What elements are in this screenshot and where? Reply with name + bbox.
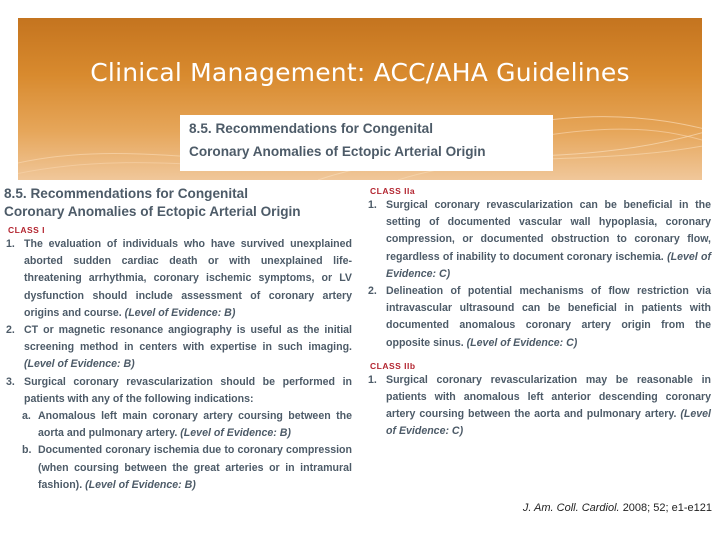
class-i-label: CLASS I	[8, 225, 46, 235]
heading-line-1: 8.5. Recommendations for Congenital	[189, 121, 433, 136]
level-of-evidence: (Level of Evidence: B)	[180, 427, 291, 440]
class-iia-label: CLASS IIa	[370, 186, 416, 196]
class-i-item-1	[6, 236, 352, 322]
item-text: Surgical coronary revascularization may be reasonable in patients with anomalous left anterior descending coronary artery coursing between the aorta and pulmonary artery.	[386, 373, 711, 421]
item-text: Surgical coronary revascularization should be performed in patients with any of the following indications:	[24, 375, 352, 405]
item-text: Surgical coronary revascularization can be beneficial in the setting of documented vascular wall hypoplasia, coronary compression, or documented obstruction to coronary flow, regardless of inability to document coronary ischemia.	[386, 199, 711, 263]
level-of-evidence: (Level of Evidence: C)	[386, 408, 711, 438]
citation-details: 2008; 52; e1-e121	[622, 502, 712, 514]
item-number: 1.	[368, 373, 377, 386]
item-number: 2.	[368, 285, 377, 298]
subitem-letter: b.	[22, 444, 32, 457]
item-number: 2.	[6, 324, 15, 337]
item-number: 1.	[368, 199, 377, 211]
class-i-subitem-a	[22, 408, 352, 442]
level-of-evidence: (Level of Evidence: C)	[386, 250, 712, 280]
item-text: Delineation of potential mechanisms of flow restriction via intravascular ultrasound can be beneficial in patients with documented anomalous coronary artery origin from the opposite sinus.	[386, 285, 711, 349]
item-text: The evaluation of individuals who have survived unexplained aborted sudden cardiac death or with unexplained life-threatening arrhythmia, coronary ischemic symptoms, or LV dysfunction should include assessment of coronary artery origins and course.	[24, 238, 352, 319]
item-number: 3.	[6, 375, 15, 388]
slide-title: Clinical Management: ACC/AHA Guidelines	[90, 58, 630, 87]
heading-line-2: Coronary Anomalies of Ectopic Arterial Origin	[189, 144, 486, 159]
class-i-item-2	[6, 322, 352, 374]
item-text: CT or magnetic resonance angiography is useful as the initial screening method in centers with expertise in such imaging.	[24, 324, 352, 354]
citation-journal: J. Am. Coll. Cardiol.	[522, 502, 620, 514]
class-iib-label: CLASS IIb	[370, 360, 416, 371]
class-iia-item-2	[368, 283, 711, 352]
item-number: 1.	[6, 238, 15, 250]
level-of-evidence: (Level of Evidence: B)	[124, 306, 236, 319]
subitem-text: Anomalous left main coronary artery coursing between the aorta and pulmonary artery.	[38, 410, 352, 440]
class-i-subitem-b	[22, 442, 352, 494]
class-i-item-3	[6, 374, 352, 408]
level-of-evidence: (Level of Evidence: C)	[466, 336, 578, 349]
section-heading-line-1: 8.5. Recommendations for Congenital	[4, 186, 248, 201]
recommendation-heading-box	[180, 115, 553, 171]
right-column	[366, 182, 711, 441]
citation	[523, 502, 712, 514]
level-of-evidence: (Level of Evidence: B)	[24, 358, 135, 371]
subitem-text: Documented coronary ischemia due to coronary compression (when coursing between the great arteries or in intramural fashion).	[38, 444, 352, 491]
class-iia-item-1	[368, 197, 711, 283]
section-heading-line-2: Coronary Anomalies of Ectopic Arterial Origin	[4, 204, 301, 219]
level-of-evidence: (Level of Evidence: B)	[85, 478, 196, 491]
left-column	[4, 185, 352, 494]
class-iib-item-1	[368, 372, 711, 441]
subitem-letter: a.	[22, 410, 31, 423]
